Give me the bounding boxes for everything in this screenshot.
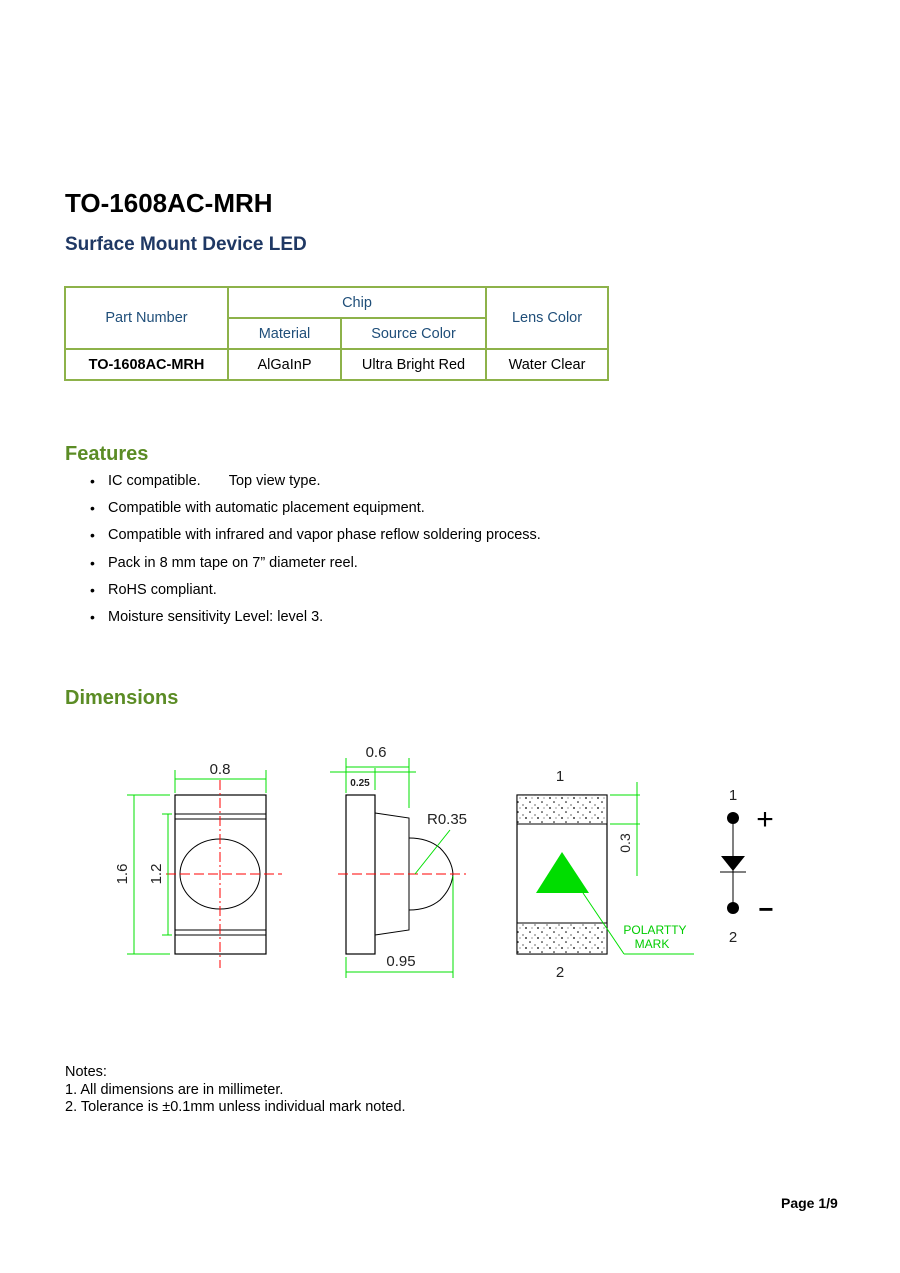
- diode-schematic: [720, 787, 774, 946]
- table-row: [65, 349, 608, 380]
- list-item: [88, 472, 541, 499]
- polarity-label-2: MARK: [634, 937, 670, 951]
- front-view: [114, 761, 282, 968]
- cell-part-number: TO-1608AC-MRH: [65, 349, 228, 380]
- features-heading: Features: [65, 443, 149, 465]
- list-item: • Compatible with automatic placement equipment.: [88, 499, 541, 526]
- bottom-pin-top: 1: [555, 768, 565, 785]
- product-title: TO-1608AC-MRH: [65, 188, 273, 218]
- dim-side-radius: R0.35: [426, 811, 468, 828]
- dim-side-width: 0.6: [365, 744, 387, 761]
- polarity-label-1: POLARTTY: [623, 923, 687, 937]
- dimensions-drawing: [100, 730, 800, 990]
- spec-table: [64, 286, 609, 381]
- list-item: • Compatible with infrared and vapor phase reflow soldering process.: [88, 526, 541, 553]
- schematic-pin-top: 1: [728, 787, 738, 804]
- notes-heading: Notes:: [65, 1064, 107, 1080]
- header-material: Material: [228, 318, 341, 349]
- feature-extra: Top view type.: [228, 473, 321, 489]
- header-chip: Chip: [228, 287, 486, 318]
- feature-text: IC compatible.: [108, 473, 201, 489]
- diode-icon: [721, 856, 745, 871]
- cell-material: AlGaInP: [228, 349, 341, 380]
- dim-side-total: 0.95: [386, 953, 416, 970]
- notes: [65, 1064, 406, 1117]
- page-number: Page 1/9: [781, 1195, 838, 1211]
- dimensions-heading: Dimensions: [65, 687, 179, 709]
- bottom-pin-bottom: 2: [555, 964, 565, 981]
- note-item: 1. All dimensions are in millimeter.: [65, 1081, 284, 1098]
- list-item: • RoHS compliant.: [88, 581, 541, 608]
- features-list: [88, 472, 541, 635]
- dim-front-height: 1.6: [114, 863, 131, 885]
- polarity-triangle-icon: [536, 852, 589, 893]
- dim-front-inner-height: 1.2: [148, 863, 165, 885]
- plus-sign: +: [756, 803, 774, 836]
- cell-lens-color: Water Clear: [486, 349, 608, 380]
- dim-front-width: 0.8: [209, 761, 231, 778]
- side-view: [330, 744, 467, 978]
- note-item: 2. Tolerance is ±0.1mm unless individual mark noted.: [65, 1099, 406, 1115]
- header-lens-color: Lens Color: [486, 287, 608, 349]
- dim-pad: 0.3: [617, 833, 633, 853]
- product-subtitle: Surface Mount Device LED: [65, 234, 307, 255]
- list-item: • Moisture sensitivity Level: level 3.: [88, 608, 541, 635]
- schematic-pin-bottom: 2: [728, 929, 738, 946]
- dim-side-base: 0.25: [350, 778, 370, 789]
- list-item: • Pack in 8 mm tape on 7” diameter reel.: [88, 554, 541, 581]
- cell-source-color: Ultra Bright Red: [341, 349, 486, 380]
- header-source-color: Source Color: [341, 318, 486, 349]
- bottom-view: [517, 768, 694, 981]
- minus-sign: −: [758, 894, 774, 924]
- header-part-number: Part Number: [65, 287, 228, 349]
